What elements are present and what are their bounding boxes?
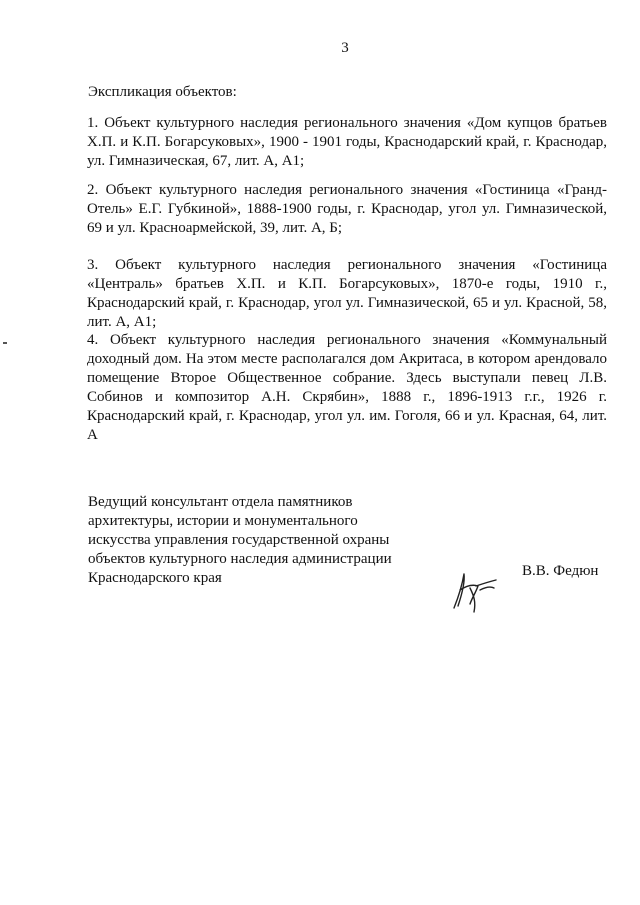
object-item-1: 1. Объект культурного наследия регионального значения «Дом купцов братьев Х.П. и К.П. Богарсуковых», 1900 - 1901 годы, Краснодарский край, г. Краснодар, ул. Гимназическая, 67, лит. А, А1;: [87, 115, 607, 169]
signatory-line-2: архитектуры, истории и монументального: [88, 513, 358, 529]
signatory-line-5: Краснодарского края: [88, 570, 222, 586]
page-number: 3: [341, 40, 349, 56]
handwritten-signature: [440, 568, 500, 616]
signatory-line-3: искусства управления государственной охраны: [88, 532, 390, 548]
signatory-line-4: объектов культурного наследия администрации: [88, 551, 392, 567]
signatory-line-1: Ведущий консультант отдела памятников: [88, 494, 353, 510]
object-item-3: 3. Объект культурного наследия регионального значения «Гостиница «Централь» братьев Х.П. и К.П. Богарсуковых», 1870-е годы, 1910 г., Краснодарский край, г. Краснодар, угол ул. Гимназической, 65 и ул. Красной, 58, лит. А, А1;: [87, 257, 607, 330]
object-item-4: 4. Объект культурного наследия регионального значения «Коммунальный доходный дом. На этом месте располагался дом Акритаса, в котором арендовало помещение Второе Общественное собрание. Здесь выступали певец Л.В. Собинов и композитор А.Н. Скрябин», 1888 г., 1896-1913 г.г., 1926 г. Краснодарский край, г. Краснодар, угол ул. им. Гоголя, 66 и ул. Красная, 64, лит. А: [87, 332, 607, 443]
explication-heading: Экспликация объектов:: [88, 84, 237, 100]
margin-mark: [3, 342, 7, 344]
signer-name: В.В. Федюн: [522, 563, 599, 579]
signatory-position: [88, 493, 392, 588]
object-item-2: 2. Объект культурного наследия регионального значения «Гостиница «Гранд-Отель» Е.Г. Губкиной», 1888-1900 годы, г. Краснодар, угол ул. Гимназической, 69 и ул. Красноармейской, 39, лит. А, Б;: [87, 182, 607, 236]
